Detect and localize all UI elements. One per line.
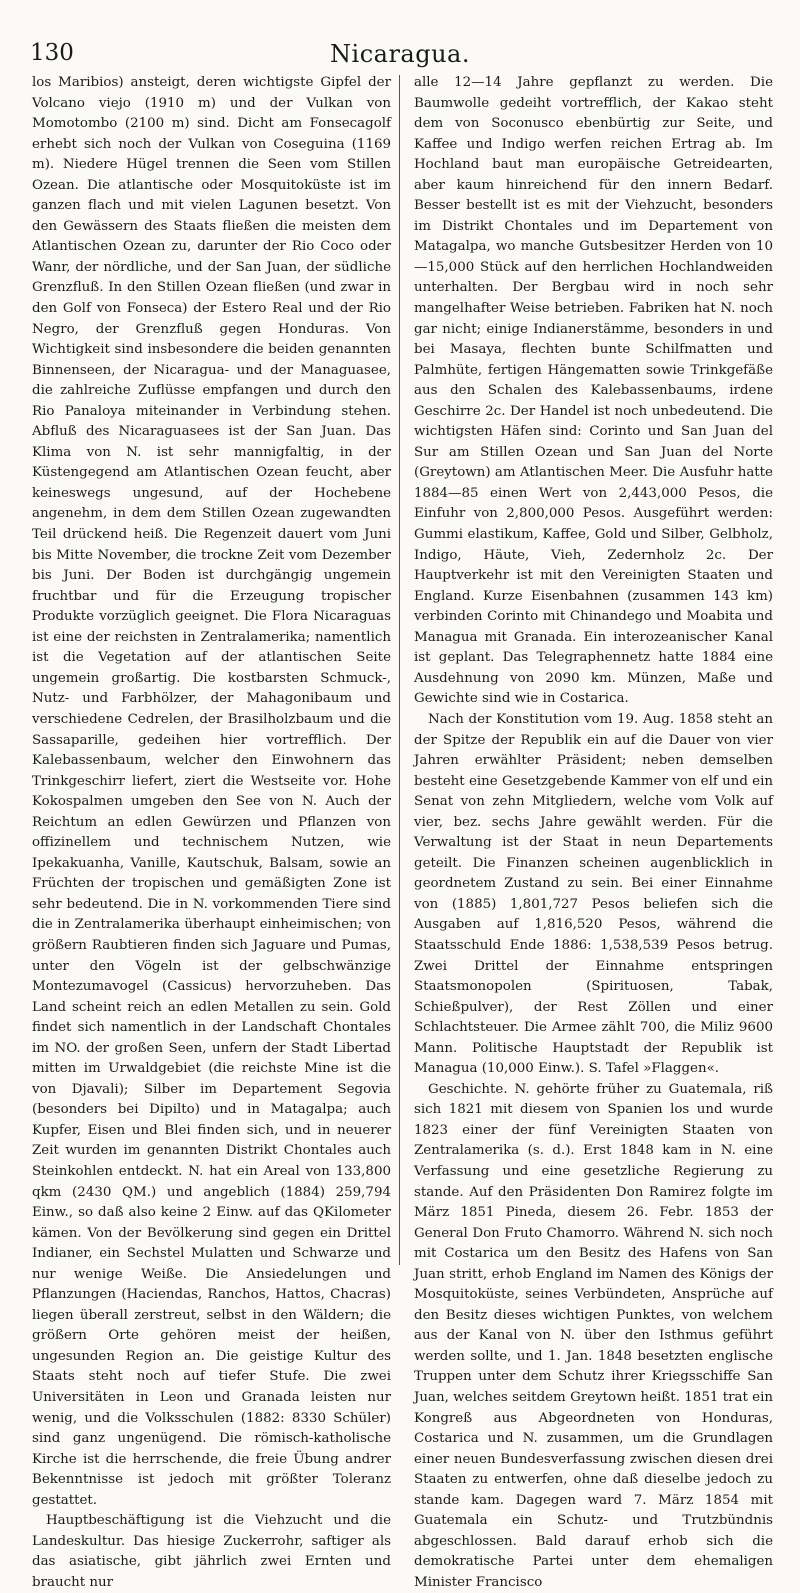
page-number: 130: [30, 40, 74, 66]
paragraph: Hauptbeschäftigung ist die Viehzucht und die Landeskultur. Das hiesige Zuckerrohr, saftiger als das asiatische, gibt jährlich zwei Ernten und braucht nur: [32, 1513, 391, 1590]
left-column: [32, 73, 391, 1590]
paragraph: alle 12—14 Jahre gepflanzt zu werden. Die Baumwolle gedeiht vortrefflich, der Kakao steht dem von Soconusco ebenbürtig zur Seite, und Kaffee und Indigo werfen reichen Ertrag ab. Im Hochland baut man europäische Getreidearten, aber kaum hinreichend für den innern Bedarf. Besser bestellt ist es mit der Viehzucht, besonders im Distrikt Chontales und im Departement von Matagalpa, wo manche Gutsbesitzer Herden von 10—15,000 Stück auf den herrlichen Hochlandweiden unterhalten. Der Bergbau wird in noch sehr mangelhafter Weise betrieben. Fabriken hat N. noch gar nicht; einige Indianerstämme, besonders in und bei Masaya, flechten bunte Schilfmatten und Palmhüte, fertigen Hängematten sowie Trinkgefäße aus den Schalen des Kalebassenbaums, irdene Geschirre 2c. Der Handel ist noch unbedeutend. Die wichtigsten Häfen sind: Corinto und San Juan del Sur am Stillen Ozean und San Juan del Norte (Greytown) am Atlantischen Meer. Die Ausfuhr hatte 1884—85 einen Wert von 2,443,000 Pesos, die Einfuhr von 2,800,000 Pesos. Ausgeführt werden: Gummi elastikum, Kaffee, Gold und Silber, Gelbholz, Indigo, Häute, Vieh, Zedernholz 2c. Der Hauptverkehr ist mit den Vereinigten Staaten und England. Kurze Eisenbahnen (zusammen 143 km) verbinden Corinto mit Chinandego und Moabita und Managua mit Granada. Ein interozeanischer Kanal ist geplant. Das Telegraphennetz hatte 1884 eine Ausdehnung von 2090 km. Münzen, Maße und Gewichte sind wie in Costarica.: [414, 75, 773, 707]
right-column: [414, 73, 773, 1590]
paragraph: Nach der Konstitution vom 19. Aug. 1858 steht an der Spitze der Republik ein auf die Dauer von vier Jahren erwählter Präsident; neben demselben besteht eine Gesetzgebende Kammer von elf und ein Senat von zehn Mitgliedern, welche vom Volk auf vier, bez. sechs Jahre gewählt werden. Für die Verwaltung ist der Staat in neun Departements geteilt. Die Finanzen scheinen augenblicklich in geordnetem Zustand zu sein. Bei einer Einnahme von (1885) 1,801,727 Pesos beliefen sich die Ausgaben auf 1,816,520 Pesos, während die Staatsschuld Ende 1886: 1,538,539 Pesos betrug. Zwei Drittel der Einnahme entspringen Staatsmonopolen (Spirituosen, Tabak, Schießpulver), der Rest Zöllen und einer Schlachtsteuer. Die Armee zählt 700, die Miliz 9600 Mann. Politische Hauptstadt der Republik ist Managua (10,000 Einw.). S. Tafel »Flaggen«.: [414, 711, 773, 1077]
column-divider: [399, 75, 400, 1265]
running-title: Nicaragua.: [330, 40, 470, 68]
paragraph: Geschichte. N. gehörte früher zu Guatemala, riß sich 1821 mit diesem von Spanien los und wurde 1823 einer der fünf Vereinigten Staaten von Zentralamerika (s. d.). Erst 1848 kam in N. eine Verfassung und eine gesetzliche Regierung zu stande. Auf den Präsidenten Don Ramirez folgte im März 1851 Pineda, diesem 26. Febr. 1853 der General Don Fruto Chamorro. Während N. sich noch mit Costarica um den Besitz des Hafens von San Juan stritt, erhob England im Namen des Königs der Mosquitoküste, seines Verbündeten, Ansprüche auf den Besitz dieses wichtigen Punktes, von welchem aus der Kanal von N. über den Isthmus geführt werden sollte, und 1. Jan. 1848 besetzten englische Truppen unter dem Schutz ihrer Kriegsschiffe San Juan, welches seitdem Greytown heißt. 1851 trat ein Kongreß aus Abgeordneten von Honduras, Costarica und N. zusammen, um die Grundlagen einer neuen Bundesverfassung zwischen diesen drei Staaten zu entwerfen, ohne daß dieselbe jedoch zu stande kam. Dagegen ward 7. März 1854 mit Guatemala ein Schutz- und Trutzbündnis abgeschlossen. Bald darauf erhob sich die demokratische Partei unter dem ehemaligen Minister Francisco: [414, 1081, 773, 1590]
page-header: [30, 40, 770, 70]
paragraph: los Maribios) ansteigt, deren wichtigste Gipfel der Volcano viejo (1910 m) und der Vulkan von Momotombo (2100 m) sind. Dicht am Fonsecagolf erhebt sich noch der Vulkan von Coseguina (1169 m). Niedere Hügel trennen die Seen vom Stillen Ozean. Die atlantische oder Mosquitoküste ist im ganzen flach und mit vielen Lagunen besetzt. Von den Gewässern des Staats fließen die meisten dem Atlantischen Ozean zu, darunter der Rio Coco oder Wanr, der nördliche, und der San Juan, der südliche Grenzfluß. In den Stillen Ozean fließen (und zwar in den Golf von Fonseca) der Estero Real und der Rio Negro, der Grenzfluß gegen Honduras. Von Wichtigkeit sind insbesondere die beiden genannten Binnenseen, der Nicaragua- und der Managuasee, die zahlreiche Zuflüsse empfangen und durch den Rio Panaloya miteinander in Verbindung stehen. Abfluß des Nicaraguasees ist der San Juan. Das Klima von N. ist sehr mannigfaltig, in der Küstengegend am Atlantischen Ozean feucht, aber keineswegs ungesund, auf der Hochebene angenehm, in dem dem Stillen Ozean zugewandten Teil drückend heiß. Die Regenzeit dauert vom Juni bis Mitte November, die trockne Zeit vom Dezember bis Juni. Der Boden ist durchgängig ungemein fruchtbar und für die Erzeugung tropischer Produkte vorzüglich geeignet. Die Flora Nicaraguas ist eine der reichsten in Zentralamerika; namentlich ist die Vegetation auf der atlantischen Seite ungemein großartig. Die kostbarsten Schmuck-, Nutz- und Farbhölzer, der Mahagonibaum und verschiedene Cedrelen, der Brasilholzbaum und die Sassaparille, gedeihen hier vortrefflich. Der Kalebassenbaum, welcher den Einwohnern das Trinkgeschirr liefert, ziert die Westseite vor. Hohe Kokospalmen umgeben den See von N. Auch der Reichtum an edlen Gewürzen und Pflanzen von offizinellem und technischem Nutzen, wie Ipekakuanha, Vanille, Kautschuk, Balsam, sowie an Früchten der tropischen und gemäßigten Zone ist sehr bedeutend. Die in N. vorkommenden Tiere sind die in Zentralamerika überhaupt einheimischen; von größern Raubtieren finden sich Jaguare und Pumas, unter den Vögeln ist der gelbschwänzige Montezumavogel (Cassicus) hervorzuheben. Das Land scheint reich an edlen Metallen zu sein. Gold findet sich namentlich in der Landschaft Chontales im NO. der großen Seen, unfern der Stadt Libertad mitten im Urwaldgebiet (die reichste Mine ist die von Djavali); Silber im Departement Segovia (besonders bei Dipilto) und in Matagalpa; auch Kupfer, Eisen und Blei finden sich, und in neuerer Zeit wurden im genannten Distrikt Chontales auch Steinkohlen entdeckt. N. hat ein Areal von 133,800 qkm (2430 QM.) und angeblich (1884) 259,794 Einw., so daß also keine 2 Einw. auf das QKilometer kämen. Von der Bevölkerung sind gegen ein Drittel Indianer, ein Sechstel Mulatten und Schwarze und nur wenige Weiße. Die Ansiedelungen und Pflanzungen (Haciendas, Ranchos, Hattos, Chacras) liegen überall zerstreut, selbst in den Wäldern; die größern Orte gehören meist der heißen, ungesunden Region an. Die geistige Kultur des Staats steht noch auf tiefer Stufe. Die zwei Universitäten in Leon und Granada leisten nur wenig, und die Volksschulen (1882: 8330 Schüler) sind ganz ungenügend. Die römisch-katholische Kirche ist die herrschende, die freie Übung andrer Bekenntnisse ist jedoch mit größter Toleranz gestattet.: [32, 75, 391, 1508]
